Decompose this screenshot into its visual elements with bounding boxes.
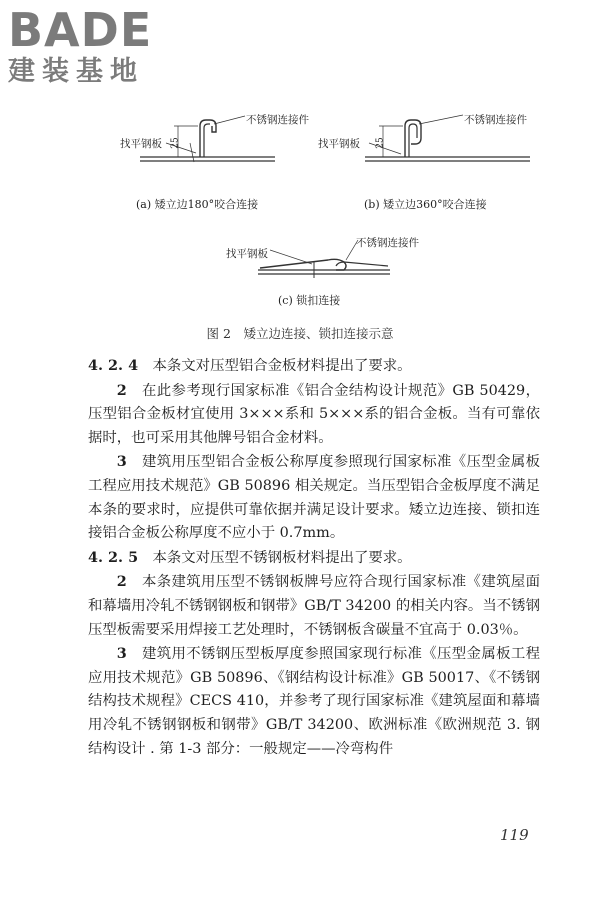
- logo-brand-text: BADE: [8, 3, 153, 57]
- panel-a-sheet-label: 找平钢板: [120, 138, 162, 150]
- paragraph: [88, 379, 540, 451]
- item-number: 3: [116, 453, 127, 471]
- clause-text: 本条文对压型铝合金板材料提出了要求。: [152, 358, 412, 374]
- clause-number: 4. 2. 5: [88, 548, 139, 566]
- item-number: 2: [116, 573, 127, 591]
- panel-a-dimension: 25: [170, 137, 181, 149]
- figure-caption: 图 2 矮立边连接、锁扣连接示意: [206, 326, 394, 341]
- panel-b-connector-label: 不锈钢连接件: [464, 114, 527, 126]
- paragraph: [88, 546, 540, 571]
- paragraph: [88, 450, 540, 545]
- paragraph: [88, 354, 540, 379]
- panel-a-caption: (a) 矮立边180°咬合连接: [136, 198, 259, 211]
- brand-logo: [8, 3, 178, 88]
- item-text: 建筑用压型铝合金板公称厚度参照现行国家标准《压型金属板工程应用技术规范》GB 50896 相关规定。当压型铝合金板厚度不满足本条的要求时，应提供可靠依据并满足设计要求。矮立边连接、锁扣连接铝合金板公称厚度不应小于 0.7mm。: [88, 454, 540, 542]
- body-text: [88, 354, 540, 761]
- panel-c-sheet-label: 找平钢板: [226, 248, 268, 260]
- panel-b-dimension: 25: [375, 137, 386, 149]
- clause-text: 本条文对压型不锈钢板材料提出了要求。: [152, 549, 412, 566]
- clause-number: 4. 2. 4: [88, 357, 139, 374]
- paragraph: [88, 642, 540, 761]
- item-number: 2: [116, 381, 127, 399]
- panel-b-sheet-label: 找平钢板: [318, 138, 360, 150]
- item-text: 本条建筑用压型不锈钢板牌号应符合现行国家标准《建筑屋面和幕墙用冷轧不锈钢钢板和钢带》GB/T 34200 的相关内容。当不锈钢压型板需要采用焊接工艺处理时，不锈钢板含碳量不宜高于 0.03％。: [88, 574, 540, 638]
- panel-a-connector-label: 不锈钢连接件: [246, 114, 309, 126]
- panel-c-connector-label: 不锈钢连接件: [356, 237, 419, 249]
- item-text: 建筑用不锈钢压型板厚度参照国家现行标准《压型金属板工程应用技术规范》GB 50896、《钢结构设计标准》GB 50017、《不锈钢结构技术规程》CECS 410，并参考了现行国家标准《建筑屋面和幕墙用冷轧不锈钢钢板和钢带》GB/T 34200、欧洲标准《欧洲规范 3. 钢结构设计 . 第 1-3 部分：一般规定——冷弯构件: [88, 646, 540, 757]
- panel-c-caption: (c) 锁扣连接: [278, 294, 341, 307]
- item-number: 3: [116, 645, 127, 663]
- panel-b-caption: (b) 矮立边360°咬合连接: [364, 198, 487, 211]
- page-number: 119: [500, 826, 529, 844]
- paragraph: [88, 570, 540, 642]
- logo-subtitle: 建装基地: [8, 56, 144, 87]
- item-text: 在此参考现行国家标准《铝合金结构设计规范》GB 50429，压型铝合金板材宜使用 3×××系和 5×××系的铝合金板。当有可靠依据时，也可采用其他牌号铝合金材料。: [88, 382, 540, 446]
